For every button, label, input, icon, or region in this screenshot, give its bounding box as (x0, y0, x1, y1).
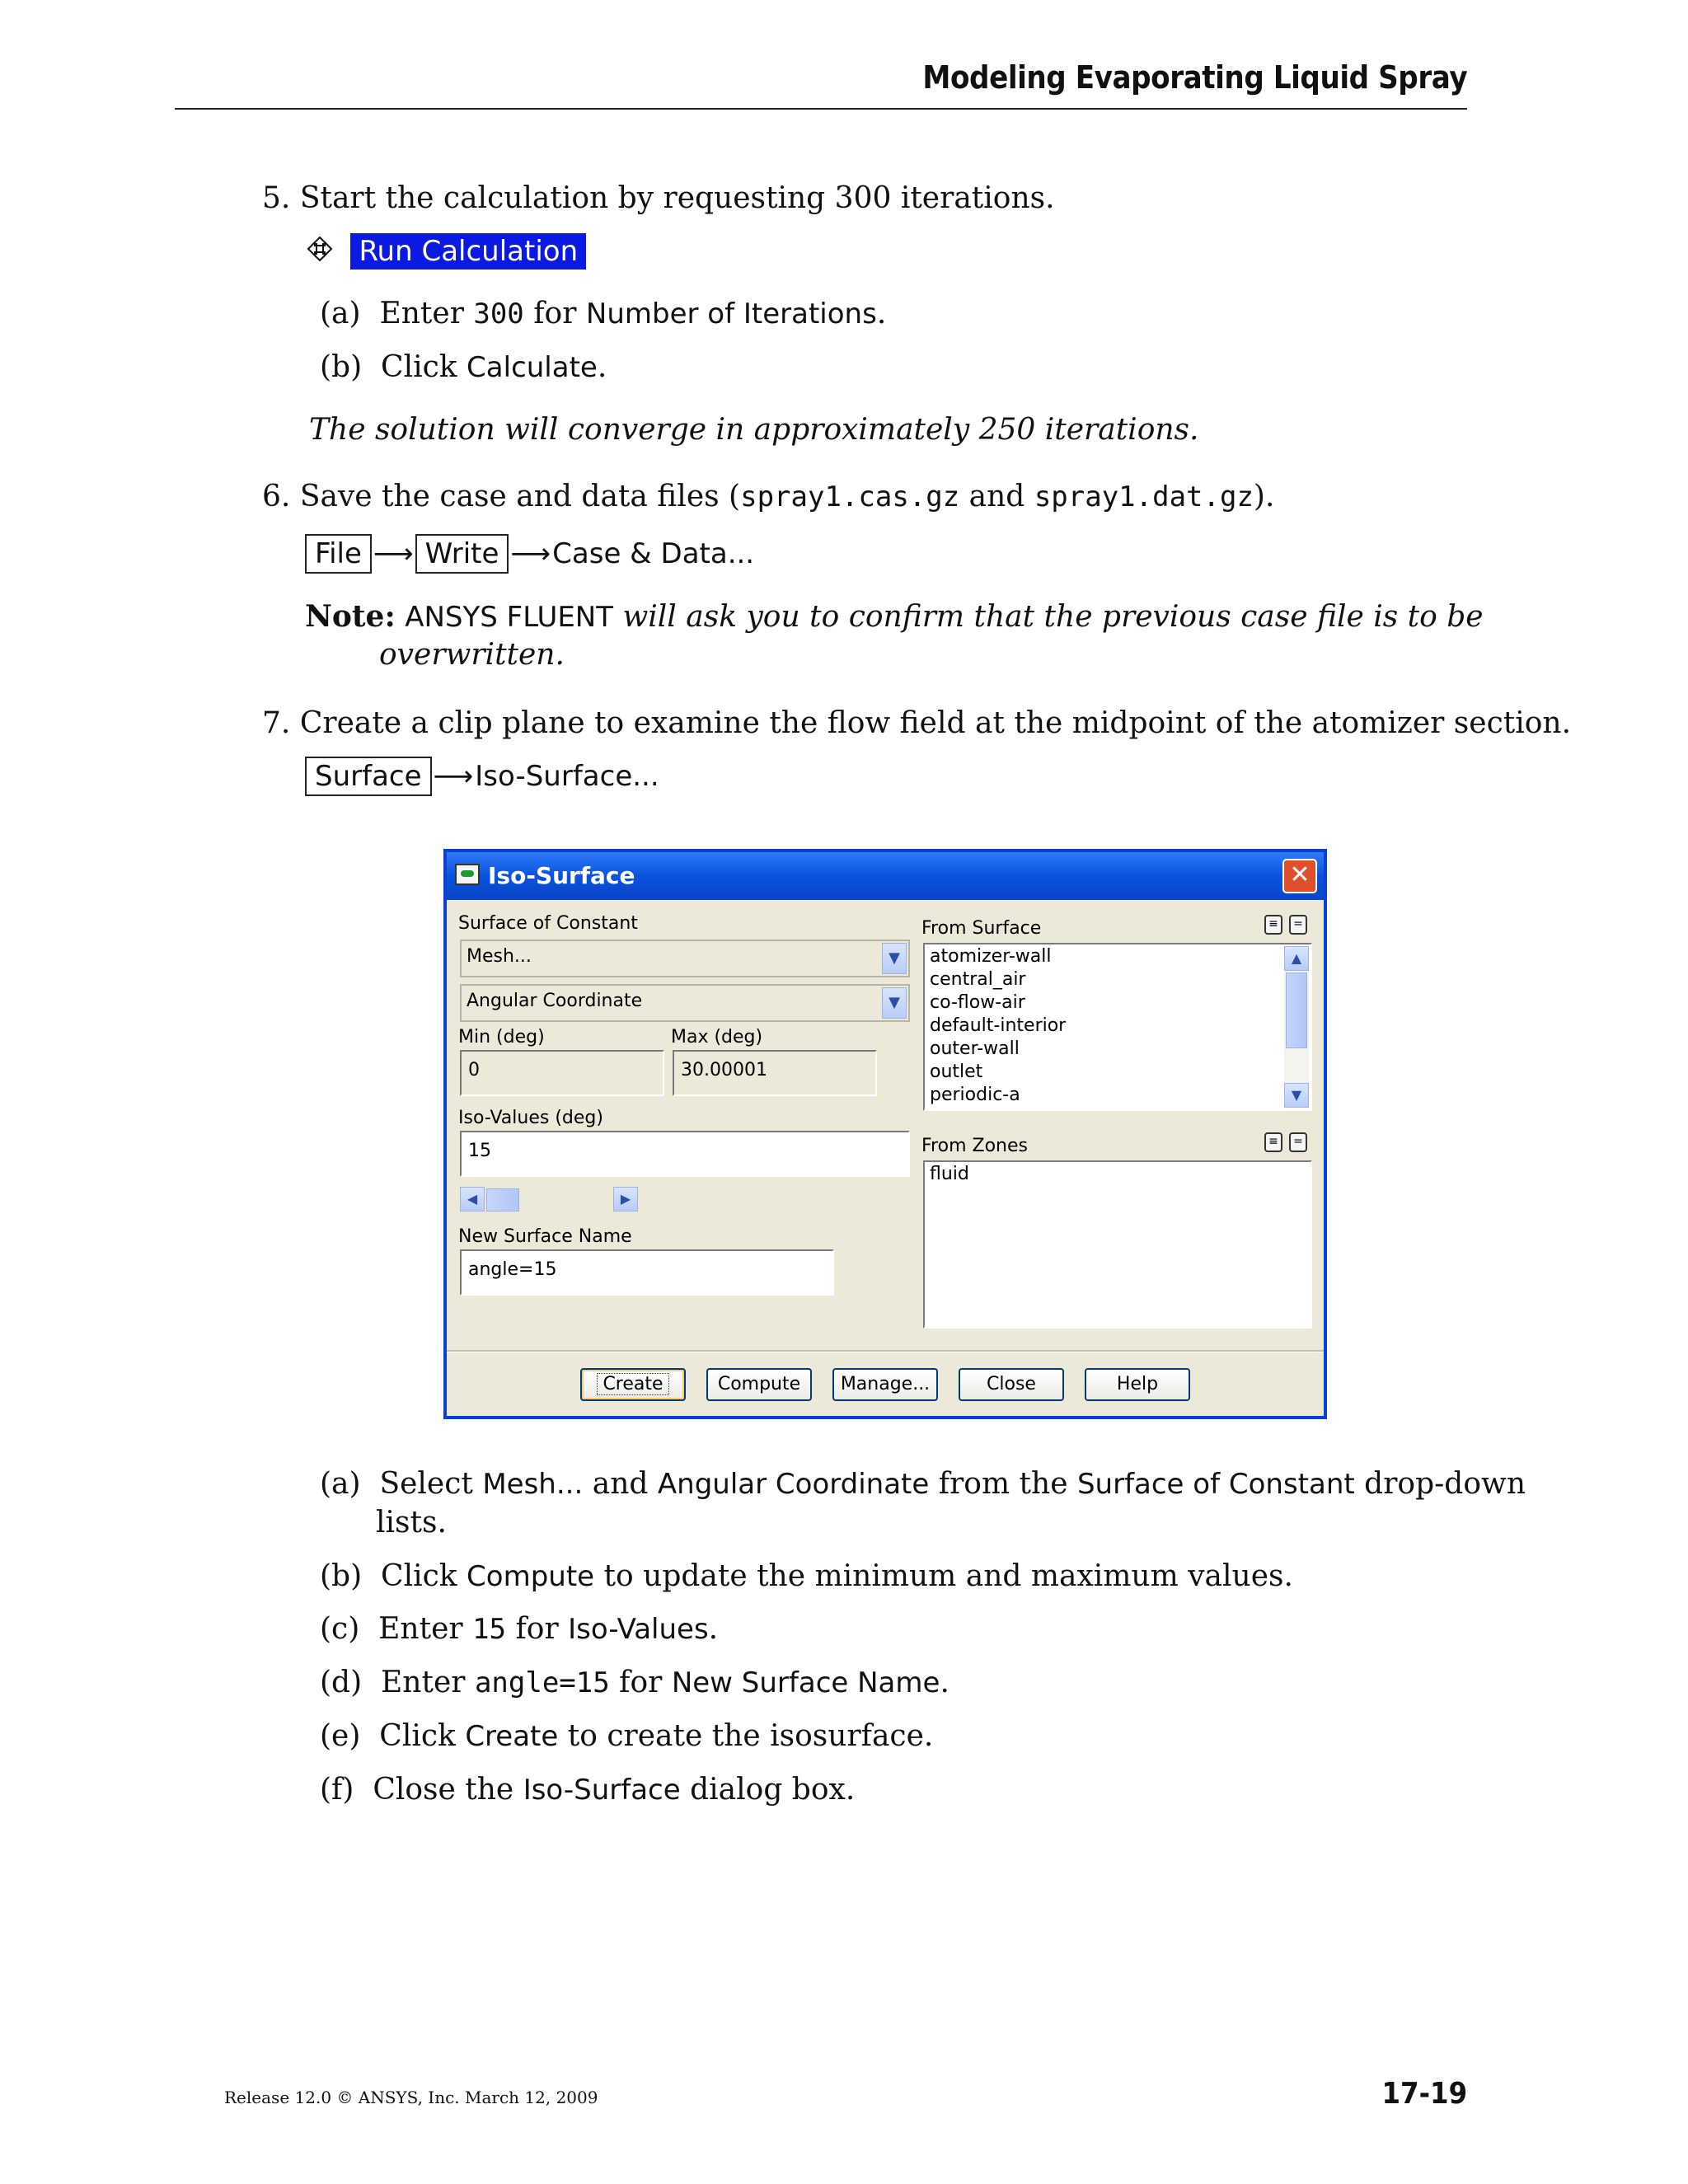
step-number: 6. (262, 480, 291, 513)
page-number: 17-19 (1381, 2077, 1467, 2111)
chevron-down-icon[interactable]: ▼ (882, 987, 907, 1019)
overwrite-note-line2: overwritten. (379, 638, 565, 672)
close-icon[interactable]: ✕ (1282, 859, 1317, 893)
from-surface-list[interactable] (923, 943, 1312, 1111)
new-surface-name-value: angle=15 (468, 1259, 557, 1280)
substep-text: Select (379, 1467, 473, 1501)
substep-text: dialog box. (690, 1773, 856, 1807)
step-text: ). (1253, 480, 1275, 513)
substep-text: for (619, 1666, 663, 1699)
menu-write[interactable]: Write (415, 534, 509, 574)
manage-button[interactable] (832, 1368, 938, 1401)
iso-surface-dialog (443, 849, 1327, 1419)
iso-value-ref: 15 (472, 1613, 507, 1646)
new-surface-name-ref: New Surface Name (671, 1666, 940, 1699)
number-of-iterations-ref: Number of Iterations (585, 298, 877, 330)
step-7 (262, 705, 1571, 743)
header-rule (175, 108, 1467, 110)
substep-text: for (533, 297, 577, 330)
scroll-up-icon[interactable]: ▲ (1284, 946, 1309, 971)
calculate-ref: Calculate (467, 351, 598, 384)
menu-case-and-data[interactable]: Case & Data... (552, 537, 755, 570)
mesh-ref: Mesh... (482, 1468, 584, 1501)
min-field (460, 1050, 664, 1096)
substep-text: . (876, 297, 887, 330)
footer-release-info: Release 12.0 © ANSYS, Inc. March 12, 2009 (224, 2088, 598, 2107)
substep-d (320, 1664, 950, 1702)
select-all-icon[interactable]: ≡ (1264, 1132, 1282, 1152)
list-item[interactable]: atomizer-wall (930, 946, 1052, 967)
surface-of-constant-label: Surface of Constant (458, 913, 638, 934)
deselect-all-icon[interactable]: = (1289, 915, 1307, 935)
substep-text: Enter (381, 1666, 466, 1699)
substep-number: (b) (320, 1559, 363, 1593)
dialog-titlebar (447, 852, 1324, 900)
note-text: will ask you to confirm that the previous case file is to be (622, 600, 1484, 634)
menu-arrow: ⟶ (373, 537, 414, 570)
compute-button[interactable] (706, 1368, 812, 1401)
scroll-thumb[interactable] (1286, 972, 1307, 1048)
button-label: Manage... (840, 1374, 931, 1394)
substep-text: drop-down (1364, 1467, 1526, 1501)
button-label: Compute (717, 1374, 801, 1394)
select-all-icon[interactable]: ≡ (1264, 915, 1282, 935)
new-surface-name-label: New Surface Name (458, 1226, 632, 1247)
task-page-icon (305, 234, 335, 264)
list-item[interactable]: default-interior (930, 1015, 1067, 1036)
surface-name-value-ref: angle=15 (474, 1666, 610, 1699)
page-header-title: Modeling Evaporating Liquid Spray (922, 59, 1467, 96)
scroll-down-icon[interactable]: ▼ (1284, 1083, 1309, 1108)
substep-text: . (940, 1666, 950, 1699)
overwrite-note-line1 (305, 598, 1484, 636)
substep-text: to update the minimum and maximum values. (603, 1559, 1293, 1593)
chevron-down-icon[interactable]: ▼ (882, 943, 907, 974)
substep-text: for (515, 1612, 559, 1646)
substep-f (320, 1771, 855, 1809)
max-field (673, 1050, 877, 1096)
menu-file[interactable]: File (305, 534, 372, 574)
substep-text: to create the isosurface. (567, 1719, 934, 1753)
button-separator (447, 1350, 1324, 1352)
iterations-value: 300 (473, 298, 524, 330)
iso-values-input[interactable] (460, 1131, 910, 1177)
substep-number: (c) (320, 1612, 360, 1646)
min-label: Min (deg) (458, 1027, 545, 1047)
menu-iso-surface[interactable]: Iso-Surface... (475, 760, 659, 793)
surface-of-constant-combo-2[interactable] (460, 984, 910, 1022)
list-item[interactable]: outer-wall (930, 1038, 1020, 1059)
substep-a-line2: lists. (376, 1506, 447, 1540)
list-item[interactable]: fluid (930, 1164, 969, 1184)
max-value: 30.00001 (681, 1060, 767, 1080)
substep-text: . (597, 350, 607, 384)
help-button[interactable] (1085, 1368, 1190, 1401)
iso-surface-ref: Iso-Surface (523, 1774, 681, 1807)
combo-value: Mesh... (467, 946, 532, 967)
menu-arrow: ⟶ (433, 760, 474, 793)
substep-number: (b) (320, 350, 363, 384)
substep-text: Click (379, 1719, 456, 1753)
run-calculation-button[interactable]: Run Calculation (350, 233, 586, 269)
substep-text: and (592, 1467, 649, 1501)
step-6 (262, 478, 1274, 516)
convergence-note: The solution will converge in approximately 250 iterations. (309, 413, 1199, 447)
button-label: Close (987, 1374, 1036, 1394)
button-label: Help (1116, 1374, 1159, 1394)
step-5 (262, 180, 1055, 218)
create-button[interactable] (580, 1368, 686, 1401)
substep-e (320, 1718, 933, 1755)
surface-of-constant-ref: Surface of Constant (1076, 1468, 1355, 1501)
substep-b (320, 1558, 1293, 1596)
substep-text: Click (381, 1559, 457, 1593)
iso-values-value: 15 (468, 1141, 491, 1161)
step-text: Create a clip plane to examine the flow field at the midpoint of the atomizer section. (299, 706, 1572, 740)
run-calculation-line (305, 232, 586, 270)
file-write-menu-path (305, 534, 754, 574)
scroll-left-icon[interactable]: ◀ (460, 1187, 485, 1212)
compute-ref: Compute (467, 1560, 595, 1593)
dialog-title: Iso-Surface (488, 862, 635, 889)
iso-values-label: Iso-Values (deg) (458, 1108, 603, 1128)
substep-c (320, 1610, 718, 1648)
menu-surface[interactable]: Surface (305, 757, 432, 796)
close-button[interactable] (959, 1368, 1064, 1401)
menu-arrow: ⟶ (510, 537, 551, 570)
substep-number: (a) (320, 297, 361, 330)
from-zones-list[interactable] (923, 1160, 1312, 1329)
step-5a (320, 295, 886, 333)
dialog-button-row (580, 1368, 1207, 1403)
list-item[interactable]: outlet (930, 1062, 983, 1082)
step-text: Start the calculation by requesting 300 iterations. (299, 181, 1055, 215)
substep-number: (d) (320, 1666, 363, 1699)
from-surface-scrollbar[interactable] (1284, 946, 1309, 1108)
iso-values-scrollbar[interactable] (460, 1187, 638, 1213)
note-label: Note: (305, 599, 396, 634)
substep-text: . (708, 1612, 719, 1646)
substep-text: Click (381, 350, 457, 384)
substep-text: Enter (378, 1612, 463, 1646)
create-ref: Create (465, 1720, 559, 1753)
combo-value: Angular Coordinate (467, 991, 643, 1011)
data-filename: spray1.dat.gz (1034, 480, 1254, 513)
from-surface-label: From Surface (921, 918, 1042, 939)
list-item[interactable]: co-flow-air (930, 992, 1025, 1013)
surface-of-constant-combo-1[interactable] (460, 940, 910, 977)
max-label: Max (deg) (671, 1027, 763, 1047)
from-zones-label: From Zones (921, 1136, 1028, 1156)
step-text: and (968, 480, 1025, 513)
substep-number: (f) (320, 1773, 354, 1807)
list-item[interactable]: periodic-a (930, 1085, 1020, 1105)
substep-number: (e) (320, 1719, 361, 1753)
list-item[interactable]: central_air (930, 969, 1026, 990)
iso-values-ref: Iso-Values (568, 1613, 709, 1646)
step-text: Save the case and data files ( (299, 480, 741, 513)
button-label: Create (598, 1374, 668, 1394)
new-surface-name-input[interactable] (460, 1249, 834, 1296)
surface-menu-path (305, 757, 659, 796)
fluent-app-icon (455, 864, 480, 885)
substep-number: (a) (320, 1467, 361, 1501)
deselect-all-icon[interactable]: = (1289, 1132, 1307, 1152)
scroll-right-icon[interactable]: ▶ (613, 1187, 638, 1212)
min-value: 0 (468, 1060, 480, 1080)
scroll-thumb[interactable] (486, 1188, 519, 1212)
step-5b (320, 349, 607, 387)
substep-text: Close the (373, 1773, 514, 1807)
substep-text: from the (938, 1467, 1068, 1501)
step-number: 5. (262, 181, 291, 215)
case-filename: spray1.cas.gz (740, 480, 960, 513)
step-number: 7. (262, 706, 291, 740)
angular-coordinate-ref: Angular Coordinate (657, 1468, 930, 1501)
substep-a-line1 (320, 1465, 1526, 1503)
app-name: ANSYS FLUENT (405, 601, 614, 634)
substep-text: Enter (379, 297, 464, 330)
